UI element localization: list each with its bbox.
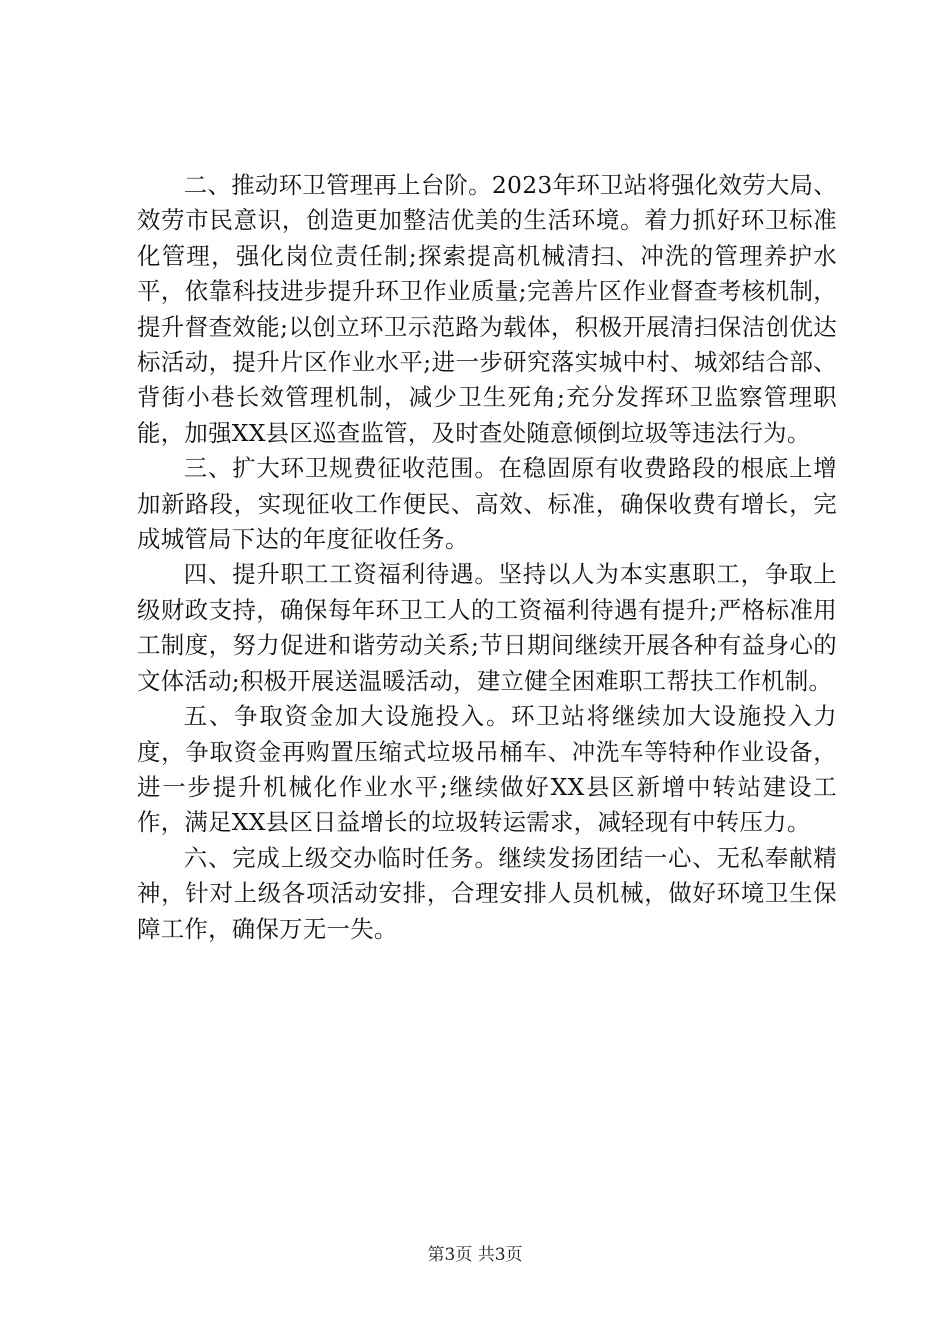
paragraph-sanitation-management: 二、推动环卫管理再上台阶。2023年环卫站将强化效劳大局、效劳市民意识，创造更加整洁优美的生活环境。着力抓好环卫标准化管理，强化岗位责任制;探索提高机械清扫、冲洗的管理养护水平，依靠科技进步提升环卫作业质量;完善片区作业督查考核机制，提升督查效能;以创立环卫示范路为载体，积极开展清扫保洁创优达标活动，提升片区作业水平;进一步研究落实城中村、城郊结合部、背街小巷长效管理机制，减少卫生死角;充分发挥环卫监察管理职能，加强XX县区巡查监管，及时查处随意倾倒垃圾等违法行为。	[137, 171, 837, 447]
paragraph-temporary-tasks: 六、完成上级交办临时任务。继续发扬团结一心、无私奉献精神，针对上级各项活动安排，合理安排人员机械，做好环境卫生保障工作，确保万无一失。	[137, 843, 837, 943]
paragraph-staff-welfare: 四、提升职工工资福利待遇。坚持以人为本实惠职工，争取上级财政支持，确保每年环卫工人的工资福利待遇有提升;严格标准用工制度，努力促进和谐劳动关系;节日期间继续开展各种有益身心的文体活动;积极开展送温暖活动，建立健全困难职工帮扶工作机制。	[137, 560, 837, 695]
paragraph-fee-collection: 三、扩大环卫规费征收范围。在稳固原有收费路段的根底上增加新路段，实现征收工作便民、高效、标准，确保收费有增长，完成城管局下达的年度征收任务。	[137, 454, 837, 554]
page-number-label: 第3页 共3页	[427, 1245, 523, 1265]
paragraph-facility-investment: 五、争取资金加大设施投入。环卫站将继续加大设施投入力度，争取资金再购置压缩式垃圾吊桶车、冲洗车等特种作业设备，进一步提升机械化作业水平;继续做好XX县区新增中转站建设工作，满足XX县区日益增长的垃圾转运需求，减轻现有中转压力。	[137, 702, 837, 837]
page-footer	[0, 1245, 950, 1265]
document-body	[137, 168, 837, 947]
